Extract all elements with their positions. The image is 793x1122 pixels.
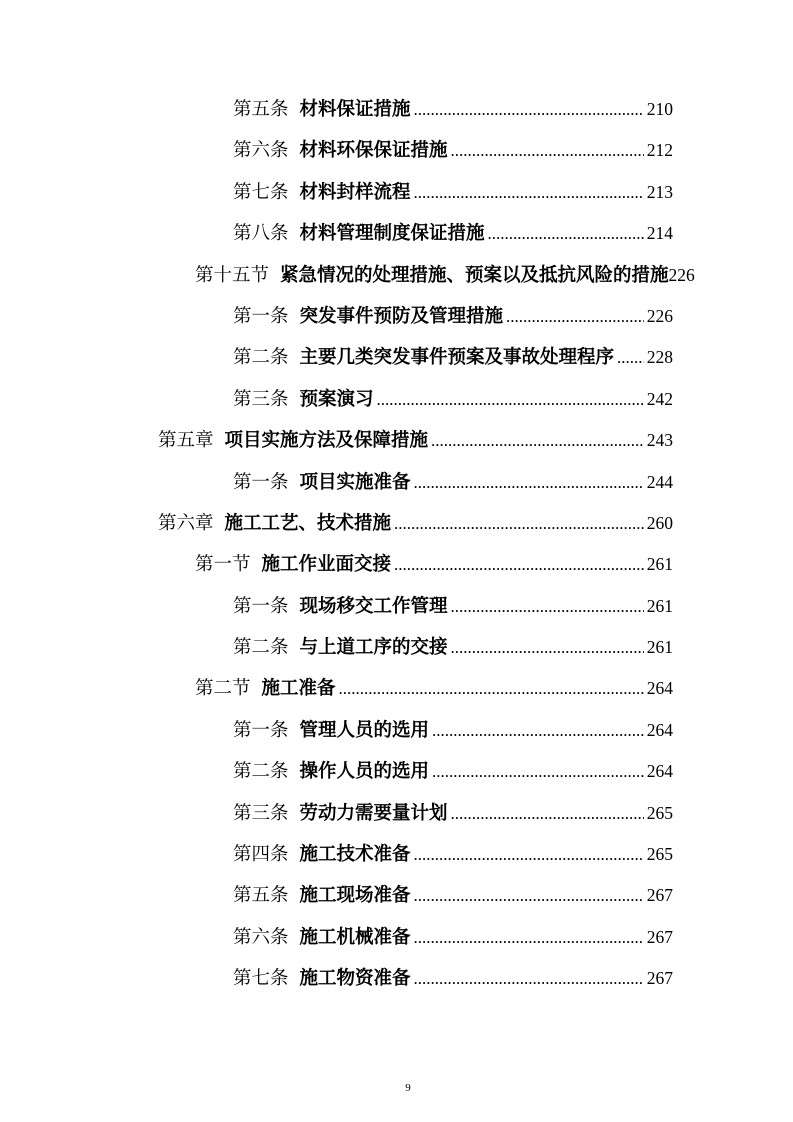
toc-dot-leader bbox=[411, 958, 644, 999]
toc-dot-leader bbox=[391, 503, 644, 544]
toc-entry-page: 267 bbox=[646, 968, 673, 989]
toc-entry-page: 260 bbox=[646, 512, 673, 533]
toc-entry-number: 第一条 bbox=[233, 719, 289, 741]
toc-entry-page: 261 bbox=[646, 637, 673, 658]
toc-entry-page: 264 bbox=[646, 719, 673, 740]
toc-entry-title: 材料保证措施 bbox=[299, 99, 411, 120]
toc-entry bbox=[0, 751, 673, 792]
toc-entry-title: 与上道工序的交接 bbox=[299, 637, 448, 659]
toc-entry-page: 214 bbox=[646, 223, 673, 244]
toc-entry bbox=[0, 89, 673, 130]
toc-entry-title: 紧急情况的处理措施、预案以及抵抗风险的措施 bbox=[280, 264, 669, 286]
toc-entry-number: 第六条 bbox=[233, 140, 289, 162]
toc-dot-leader bbox=[429, 710, 644, 751]
toc-entry-number: 第五章 bbox=[158, 430, 214, 452]
toc-entry-page: 244 bbox=[646, 471, 673, 492]
toc-entry-page: 213 bbox=[646, 181, 673, 202]
toc-entry-title: 施工机械准备 bbox=[299, 926, 411, 948]
toc-entry-page: 210 bbox=[646, 99, 673, 119]
toc-entry-title: 预案演习 bbox=[299, 388, 374, 410]
toc-entry-number: 第十五节 bbox=[195, 264, 270, 286]
toc-entry bbox=[0, 420, 673, 461]
toc-entry-number: 第一条 bbox=[233, 305, 289, 327]
toc-entry-page: 228 bbox=[646, 347, 673, 368]
toc-entry bbox=[0, 255, 695, 296]
toc-dot-leader bbox=[411, 462, 644, 503]
toc-dot-leader bbox=[448, 627, 644, 668]
page-number: 9 bbox=[405, 1082, 411, 1094]
toc-dot-leader bbox=[448, 130, 644, 171]
toc-entry-number: 第二条 bbox=[233, 347, 289, 369]
toc-entry-title: 施工准备 bbox=[261, 678, 336, 700]
toc-entry-page: 243 bbox=[646, 430, 673, 451]
toc-entry-title: 项目实施准备 bbox=[299, 471, 411, 493]
toc-dot-leader bbox=[485, 213, 644, 254]
toc-dot-leader bbox=[428, 420, 644, 461]
toc-entry-number: 第一条 bbox=[233, 471, 289, 493]
toc-entry-page: 265 bbox=[646, 844, 673, 865]
toc-entry-number: 第一条 bbox=[233, 595, 289, 617]
toc-entry-title: 管理人员的选用 bbox=[299, 719, 430, 741]
toc-entry-page: 265 bbox=[646, 802, 673, 823]
toc-entry-number: 第四条 bbox=[233, 844, 289, 866]
toc-entry-page: 226 bbox=[646, 305, 673, 326]
toc-entry bbox=[0, 337, 673, 378]
toc-entry bbox=[0, 668, 673, 709]
toc-dot-leader bbox=[448, 793, 644, 834]
toc-entry-page: 212 bbox=[646, 140, 673, 161]
toc-entry-title: 现场移交工作管理 bbox=[299, 595, 448, 617]
toc-entry bbox=[0, 130, 673, 171]
toc-entry-page: 264 bbox=[646, 761, 673, 782]
toc-entry-title: 施工现场准备 bbox=[299, 885, 411, 907]
toc-entry bbox=[0, 710, 673, 751]
toc-entry-number: 第二条 bbox=[233, 637, 289, 659]
table-of-contents bbox=[0, 89, 695, 1000]
toc-entry bbox=[0, 503, 673, 544]
toc-entry-page: 261 bbox=[646, 554, 673, 575]
toc-entry bbox=[0, 627, 673, 668]
toc-entry-title: 施工工艺、技术措施 bbox=[224, 512, 392, 534]
toc-entry bbox=[0, 875, 673, 916]
toc-entry-title: 材料封样流程 bbox=[299, 181, 411, 203]
toc-entry-title: 突发事件预防及管理措施 bbox=[299, 305, 504, 327]
toc-entry-number: 第八条 bbox=[233, 223, 289, 245]
toc-entry-page: 264 bbox=[646, 678, 673, 699]
toc-entry-page: 226 bbox=[668, 264, 695, 285]
toc-dot-leader bbox=[336, 668, 644, 709]
toc-dot-leader bbox=[411, 89, 644, 130]
toc-entry-page: 267 bbox=[646, 926, 673, 947]
toc-entry-page: 242 bbox=[646, 388, 673, 409]
toc-entry-number: 第三条 bbox=[233, 388, 289, 410]
toc-entry bbox=[0, 793, 673, 834]
toc-entry-title: 主要几类突发事件预案及事故处理程序 bbox=[299, 347, 615, 369]
toc-dot-leader bbox=[429, 751, 644, 792]
toc-entry-page: 267 bbox=[646, 885, 673, 906]
toc-dot-leader bbox=[411, 172, 644, 213]
toc-entry-title: 材料环保保证措施 bbox=[299, 140, 448, 162]
toc-dot-leader bbox=[411, 875, 644, 916]
toc-entry-title: 施工作业面交接 bbox=[261, 554, 392, 576]
toc-dot-leader bbox=[374, 379, 644, 420]
toc-entry bbox=[0, 917, 673, 958]
toc-dot-leader bbox=[614, 337, 644, 378]
toc-entry bbox=[0, 462, 673, 503]
toc-entry bbox=[0, 213, 673, 254]
toc-entry-number: 第三条 bbox=[233, 802, 289, 824]
toc-entry-number: 第六章 bbox=[158, 512, 214, 534]
toc-dot-leader bbox=[411, 834, 644, 875]
toc-entry-number: 第七条 bbox=[233, 181, 289, 203]
toc-entry bbox=[0, 379, 673, 420]
toc-entry-title: 劳动力需要量计划 bbox=[299, 802, 448, 824]
toc-entry-title: 材料管理制度保证措施 bbox=[299, 223, 485, 245]
toc-dot-leader bbox=[411, 917, 644, 958]
toc-entry-number: 第七条 bbox=[233, 968, 289, 990]
toc-dot-leader bbox=[391, 544, 644, 585]
toc-dot-leader bbox=[448, 586, 644, 627]
toc-entry-number: 第五条 bbox=[233, 885, 289, 907]
toc-entry bbox=[0, 958, 673, 999]
toc-entry bbox=[0, 586, 673, 627]
toc-entry-title: 施工技术准备 bbox=[299, 844, 411, 866]
toc-entry-title: 操作人员的选用 bbox=[299, 761, 430, 783]
toc-entry bbox=[0, 544, 673, 585]
toc-entry-page: 261 bbox=[646, 595, 673, 616]
toc-entry bbox=[0, 296, 673, 337]
toc-entry-title: 施工物资准备 bbox=[299, 968, 411, 990]
toc-entry-number: 第一节 bbox=[195, 554, 251, 576]
toc-dot-leader bbox=[503, 296, 644, 337]
toc-entry-number: 第五条 bbox=[233, 99, 289, 120]
toc-entry-number: 第二节 bbox=[195, 678, 251, 700]
toc-entry-title: 项目实施方法及保障措施 bbox=[224, 430, 429, 452]
toc-entry bbox=[0, 834, 673, 875]
toc-entry bbox=[0, 172, 673, 213]
toc-entry-number: 第二条 bbox=[233, 761, 289, 783]
toc-entry-number: 第六条 bbox=[233, 926, 289, 948]
